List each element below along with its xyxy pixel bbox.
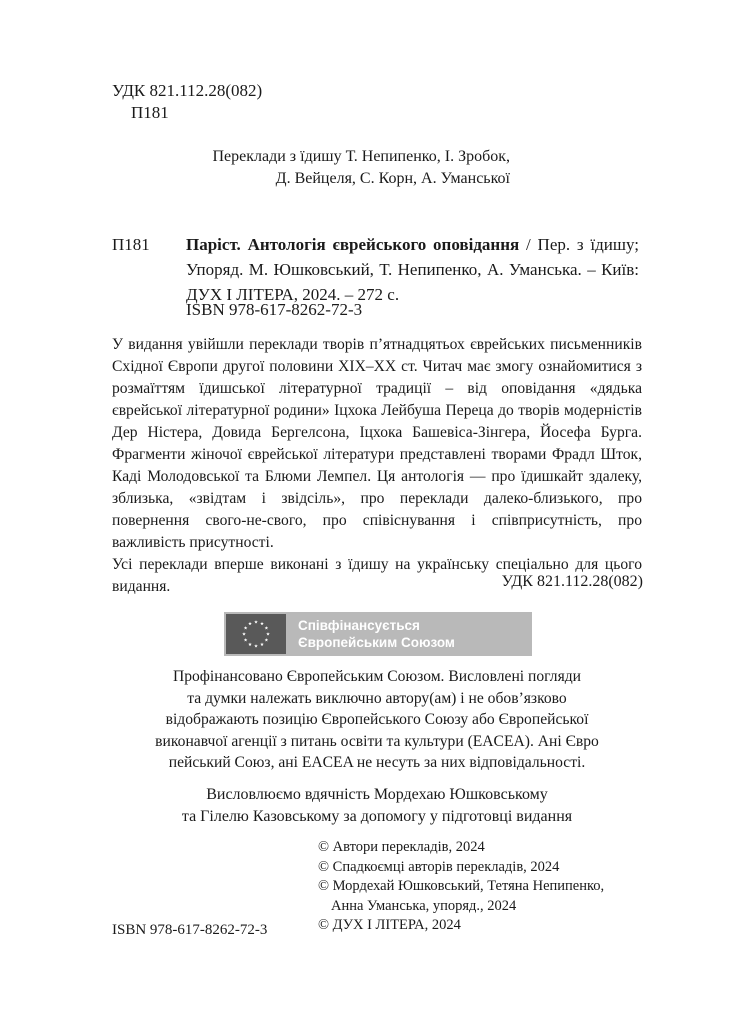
entry-catalog-code: П181 [112,235,150,254]
copyright-line: © Мордехай Юшковський, Тетяна Непипенко, [318,878,605,894]
eu-stars-icon [226,614,286,654]
udk-code: УДК 821.112.28(082) [112,81,263,100]
translators-line: Д. Вейцеля, С. Корн, А. Уманської [275,170,510,187]
eu-star-icon [260,622,264,625]
eu-flag-icon [226,614,286,654]
copyright-line: © Спадкоємці авторів перекладів, 2024 [318,858,560,875]
eu-star-icon [248,642,252,645]
acknowledgement-line: Висловлюємо вдячність Мордехаю Юшковському [206,786,548,803]
disclaimer-line: та думки належать виключно автору(ам) і не обов’язково [187,689,567,707]
disclaimer-line: відображають позицію Європейського Союзу або Європейської [165,711,589,728]
entry-isbn: ISBN 978-617-8262-72-3 [186,300,363,319]
bibliographic-details: / Пер. з їдишу; Упоряд. М. Юшковський, Т. Непипенко, А. Уманська. – Київ: ДУХ І ЛІТЕРА, 2024. – 272 с. [186,235,639,304]
book-title: Паріст. Антологія єврейського оповідання [186,235,520,254]
eu-star-icon [244,626,248,629]
eu-star-icon [265,626,269,629]
udk-code-repeat: УДК 821.112.28(082) [501,573,643,590]
acknowledgement [112,784,642,828]
translators-credit [200,146,510,190]
eu-star-icon [242,632,246,635]
eu-logo-line: Європейським Союзом [298,635,455,650]
eu-star-icon [254,644,258,647]
isbn-footer: ISBN 978-617-8262-72-3 [112,922,268,938]
disclaimer-line: пейський Союз, ані EACEA не несуть за них відповідальності. [168,754,586,771]
eu-logo-line: Співфінансується [298,618,420,633]
eu-star-icon [254,620,258,623]
annotation-paragraph: Усі переклади вперше виконані з їдишу на українську спеціально для цього видання. [112,556,642,595]
eu-star-icon [266,632,270,635]
eu-star-icon [260,642,264,645]
catalog-code: П181 [131,103,169,122]
bibliographic-entry [186,232,639,307]
disclaimer-line: Профінансовано Європейським Союзом. Висловлені погляди [172,668,582,685]
translators-line: Переклади з їдишу Т. Непипенко, І. Зробок, [212,148,510,165]
copyright-line: © ДУХ І ЛІТЕРА, 2024 [318,917,461,933]
annotation [112,334,642,598]
annotation-paragraph: У видання увійшли переклади творів п’ятнадцятьох єврейських письменників Східної Європи другої половини ХІХ–ХХ ст. Читач має змогу ознайомитися з розмаїттям їдишської літературної традиції – від оповідання «дядька єврейської літературної родини» Іцхока Лейбуша Переца до творів модерністів Дер Ністера, Довида Бергелсона, Іцхока Башевіса-Зінгера, Йосефа Бурга. Фрагменти жіночої єврейської літератури представлені творами Фрадл Шток, Каді Молодовської та Блюми Лемпел. Ця антологія — про їдишкайт здалеку, зблизька, «звідтам і звідсіль», про переклади далеко-близького, про повернення свого-не-свого, про співіснування і співприсутність, про важливість присутності. [112,336,642,551]
copyright-notices [318,838,604,936]
eu-logo-text [298,617,455,651]
copyright-line: Анна Уманська, упоряд., 2024 [331,897,517,914]
acknowledgement-line: та Гілелю Казовському за допомогу у підготовці видання [181,808,573,825]
copyright-line: © Автори перекладів, 2024 [318,839,485,855]
eu-star-icon [244,638,248,641]
disclaimer-line: виконавчої агенції з питань освіти та культури (EACEA). Ані Євро [155,732,599,750]
eu-cofunding-logo [224,612,532,656]
eu-star-icon [265,638,269,641]
eu-star-icon [248,622,252,625]
eu-disclaimer [112,666,642,774]
